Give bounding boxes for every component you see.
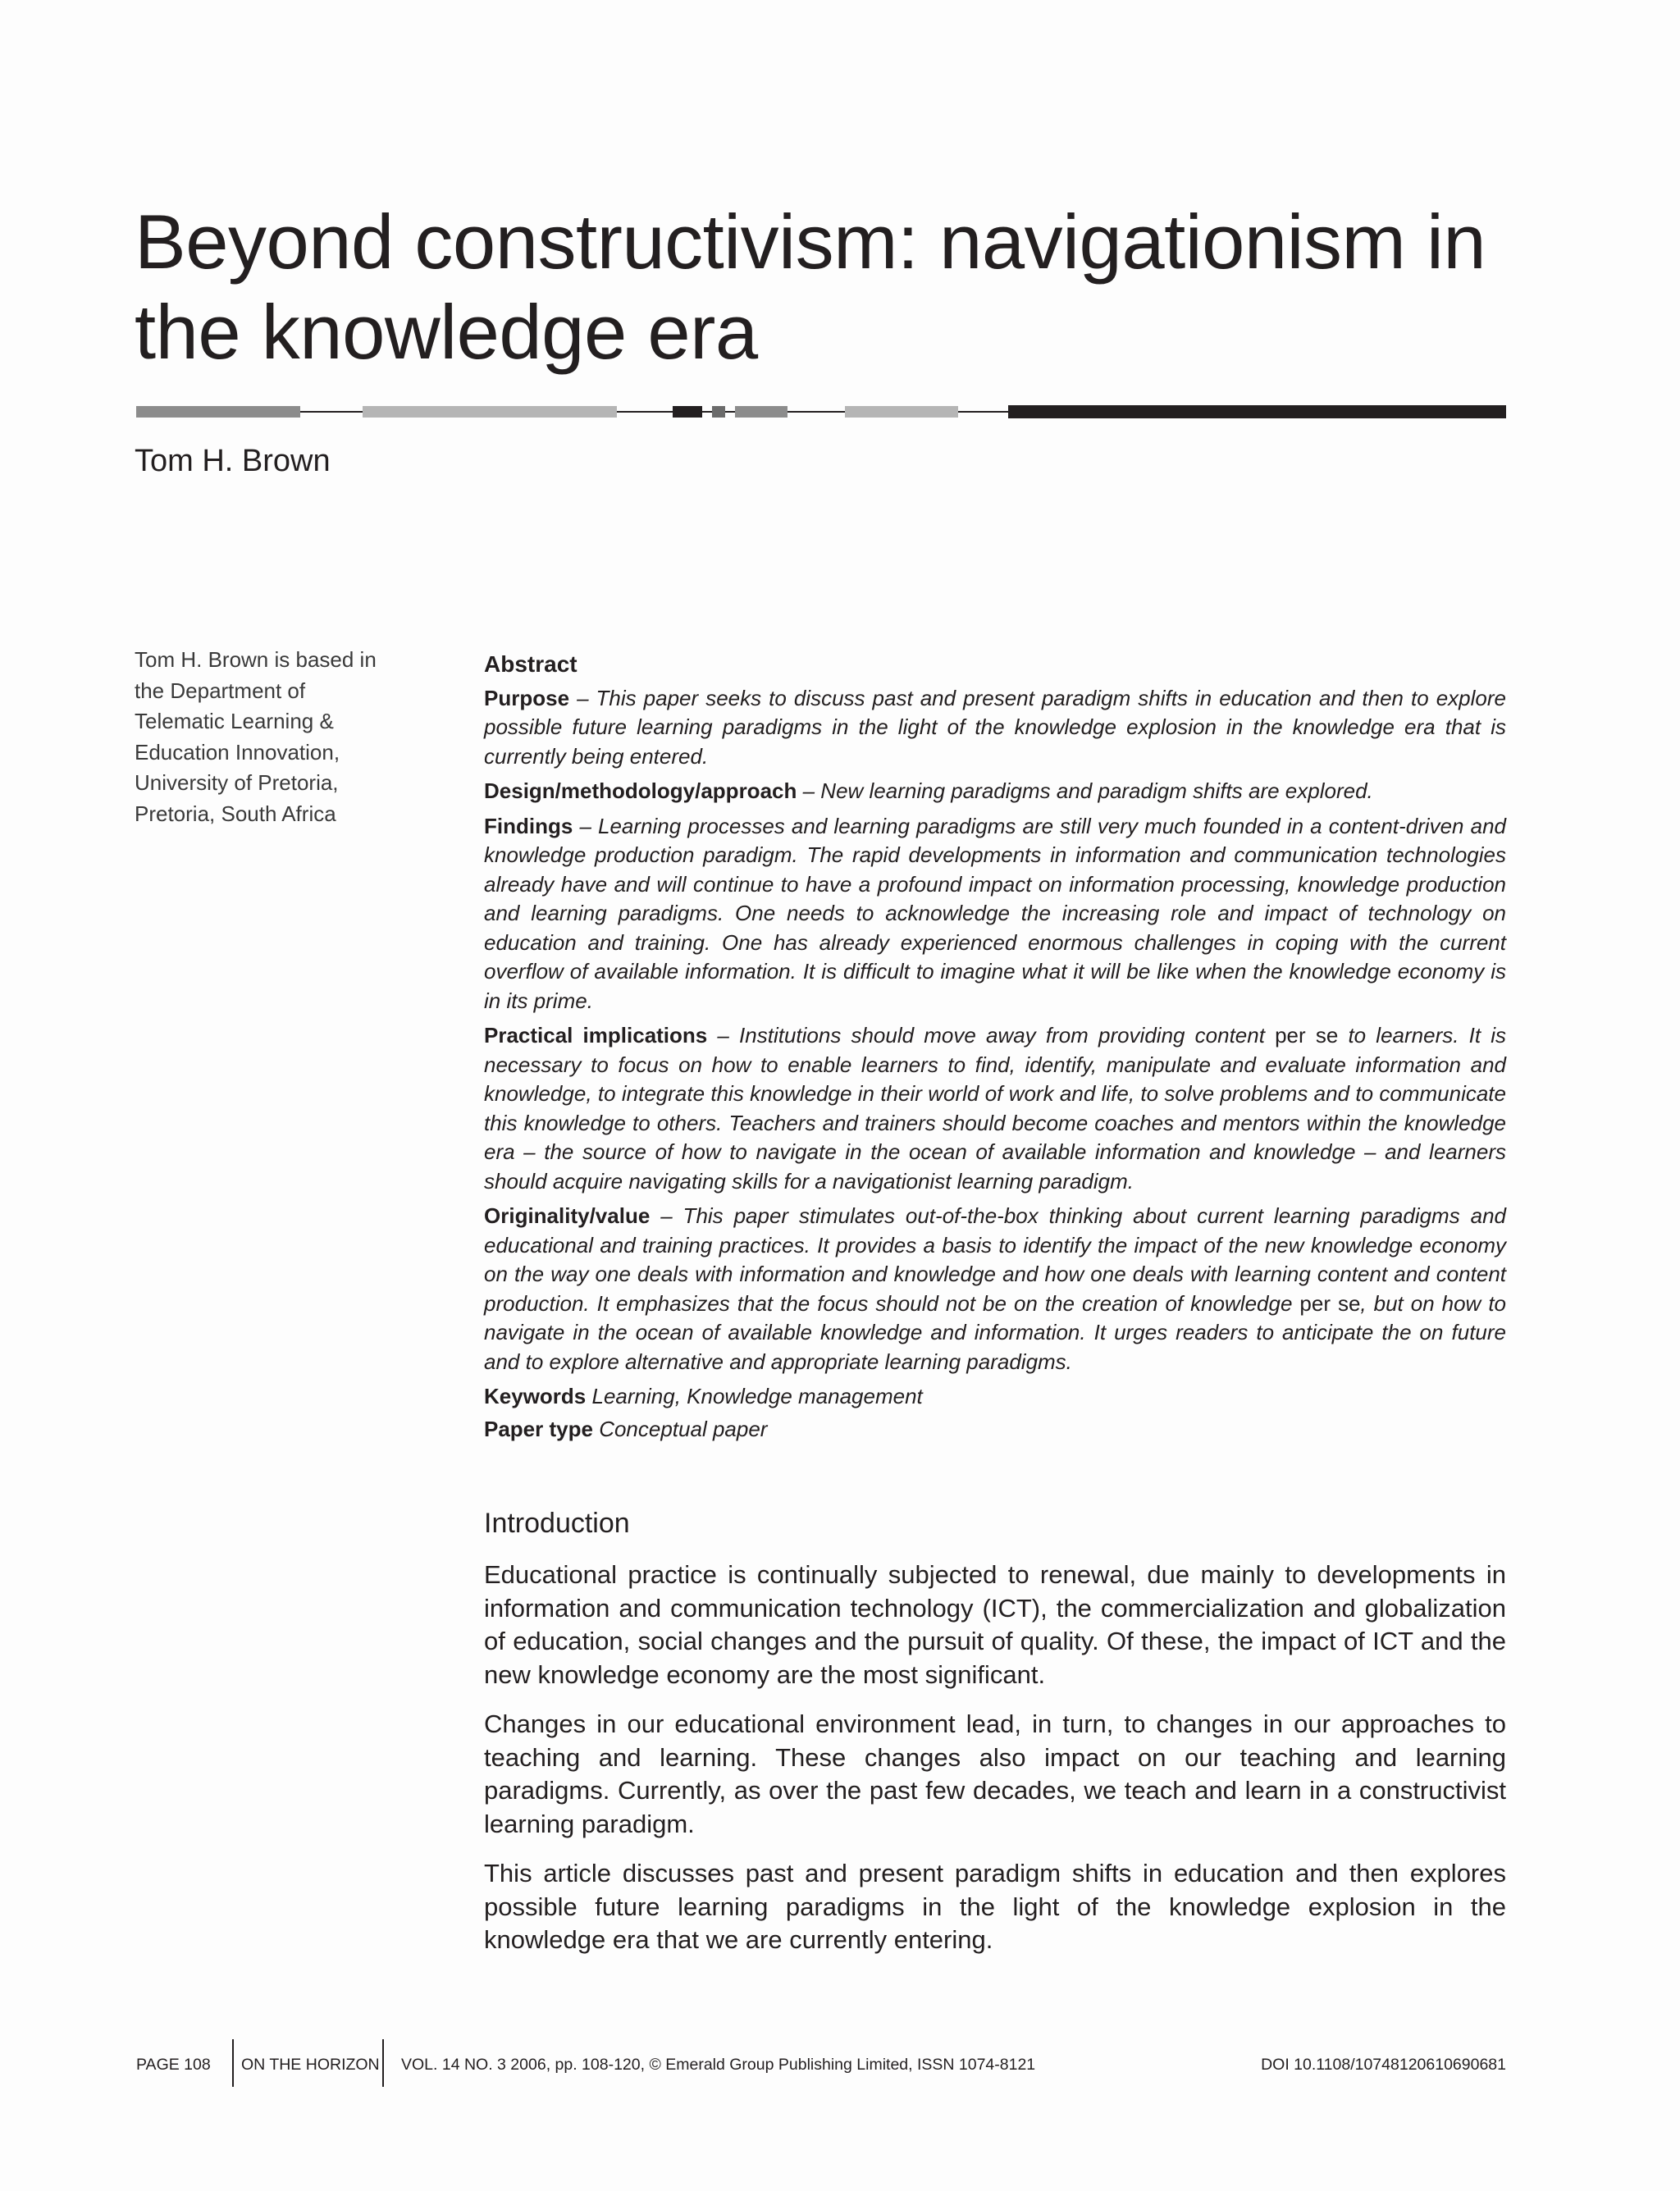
abstract-section [484, 650, 1506, 1447]
article-title: Beyond constructivism: navigationism in the knowledge era [135, 199, 1486, 375]
affiliation-line: the Department of [135, 678, 306, 703]
originality-label: Originality/value [484, 1203, 651, 1228]
abstract-paper-type [484, 1415, 1506, 1445]
introduction-paragraph: Changes in our educational environment lead, in turn, to changes in our approaches to teaching and learning. These changes also impact on our teaching and learning paradigms. Currently, as over the past few decades, we teach and learn in a constructivist learning paradigm. [484, 1709, 1506, 1838]
originality-text-b: , but on how to navigate in the ocean of available knowledge and information. It urges readers to anticipate the on future and to explore alternative and appropriate learning paradigms. [484, 1290, 1506, 1374]
purpose-text: – This paper seeks to discuss past and present paradigm shifts in education and then to explore possible future learning paradigms in the light of the knowledge explosion in the knowledge era that is currently being entered. [484, 685, 1506, 769]
author-affiliation [135, 645, 413, 829]
keywords-label: Keywords [484, 1384, 587, 1408]
findings-label: Findings [484, 813, 573, 838]
affiliation-line: Pretoria, South Africa [135, 801, 336, 826]
paper-type-text: Conceptual paper [599, 1416, 768, 1441]
footer-doi: DOI 10.1108/10748120610690681 [1261, 2056, 1506, 2074]
footer-page-number: PAGE 108 [136, 2056, 211, 2074]
author-name: Tom H. Brown [135, 444, 331, 478]
affiliation-line: Telematic Learning & [135, 709, 334, 733]
practical-text-b: to learners. It is necessary to focus on how to enable learners to find, identify, manipulate and evaluate information and knowledge, to integrate this knowledge in their world of work and life, to solve problems and to communicate this knowledge to others. Teachers and trainers should become coaches and mentors within the knowledge era – the source of how to navigate in the ocean of available information and knowledge – and learners should acquire navigating skills for a navigationist learning paradigm. [484, 1023, 1506, 1194]
abstract-heading: Abstract [484, 651, 578, 677]
introduction-heading: Introduction [484, 1508, 630, 1539]
decorative-rule [136, 404, 1506, 420]
abstract-findings [484, 812, 1506, 1016]
footer-citation: VOL. 14 NO. 3 2006, pp. 108-120, © Emerald Group Publishing Limited, ISSN 1074-8121 [401, 2056, 1036, 2074]
introduction-paragraph: This article discusses past and present paradigm shifts in education and then explores possible future learning paradigms in the light of the knowledge explosion in the knowledge era that we are currently entering. [484, 1859, 1506, 1954]
abstract-keywords [484, 1382, 1506, 1412]
abstract-purpose [484, 684, 1506, 772]
originality-per-se: per se [1299, 1290, 1361, 1316]
practical-text-a: – Institutions should move away from providing content [717, 1023, 1265, 1048]
design-label: Design/methodology/approach [484, 778, 797, 803]
paper-type-label: Paper type [484, 1416, 593, 1441]
introduction-section [484, 1506, 1506, 1974]
footer-journal: ON THE HORIZON [241, 2056, 380, 2074]
affiliation-line: Tom H. Brown is based in [135, 647, 377, 672]
introduction-paragraph: Educational practice is continually subjected to renewal, due mainly to developments in information and communication technology (ICT), the commercialization and globalization of education, social changes and the pursuit of quality. Of these, the impact of ICT and the new knowledge economy are the most significant. [484, 1560, 1506, 1689]
abstract-originality [484, 1202, 1506, 1376]
findings-text: – Learning processes and learning paradigms are still very much founded in a content-driven and knowledge production paradigm. The rapid developments in information and communication technologies already have and will continue to have a profound impact on information processing, knowledge production and learning paradigms. One needs to acknowledge the increasing role and impact of technology on education and training. One has already experienced enormous challenges in coping with the current overflow of available information. It is difficult to imagine what it will be like when the knowledge economy is in its prime. [484, 813, 1506, 1013]
page-footer [135, 2039, 1506, 2087]
abstract-design [484, 777, 1506, 806]
abstract-practical [484, 1021, 1506, 1196]
practical-per-se: per se [1275, 1023, 1339, 1048]
footer-divider [382, 2039, 384, 2087]
originality-text-a: – This paper stimulates out-of-the-box thinking about current learning paradigms and educational and training practices. It provides a basis to identify the impact of the new knowledge economy on the way one deals with information and knowledge and how one deals with learning content and content production. It emphasizes that the focus should not be on the creation of knowledge [484, 1203, 1506, 1316]
keywords-text: Learning, Knowledge management [591, 1384, 923, 1408]
affiliation-line: Education Innovation, [135, 739, 340, 765]
practical-label: Practical implications [484, 1023, 708, 1048]
footer-divider [232, 2039, 234, 2087]
purpose-label: Purpose [484, 685, 570, 710]
affiliation-line: University of Pretoria, [135, 770, 339, 795]
design-text: – New learning paradigms and paradigm shifts are explored. [802, 778, 1373, 803]
